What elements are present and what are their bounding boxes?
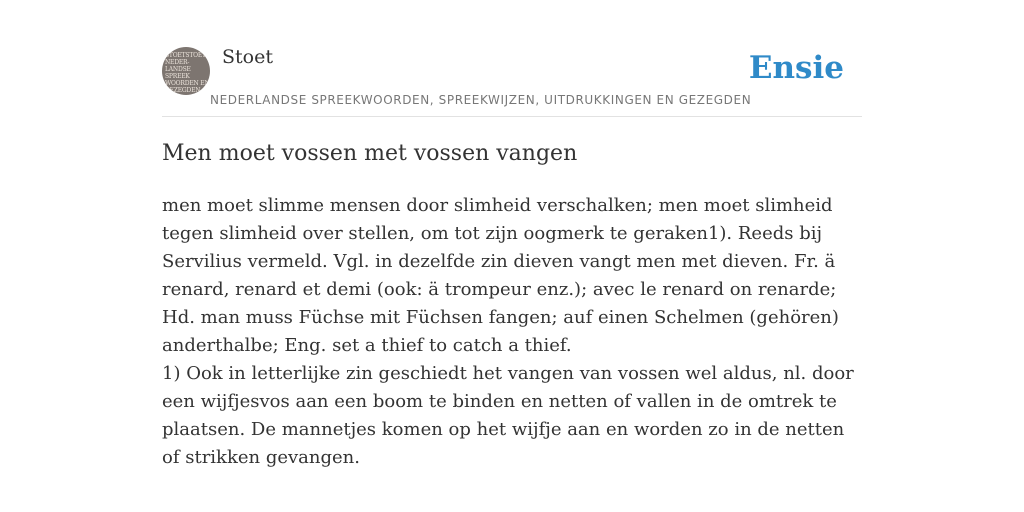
author-subtitle: NEDERLANDSE SPREEKWOORDEN, SPREEKWIJZEN, UITDRUKKINGEN EN GEZEGDEN bbox=[210, 93, 752, 107]
article-paragraph: men moet slimme mensen door slimheid verschalken; men moet slimheid tegen slimheid over stellen, om tot zijn oogmerk te geraken1). Reeds bij Servilius vermeld. Vgl. in dezelfde zin dieven vangt men met dieven. Fr. ä renard, renard et demi (ook: ä trompeur enz.); avec le renard on renarde; Hd. man muss Füchse mit Füchsen fangen; auf einen Schelmen (gehören) anderthalbe; Eng. set a thief to catch a thief. bbox=[162, 195, 839, 356]
author-name[interactable]: Stoet bbox=[222, 46, 273, 68]
author-avatar[interactable] bbox=[162, 47, 210, 95]
header bbox=[162, 40, 862, 117]
article-body bbox=[162, 192, 862, 472]
page-title: Men moet vossen met vossen vangen bbox=[162, 141, 578, 166]
avatar-label: STOETSTOET NEDER- LANDSE SPREEK WOORDEN EN GEZEGDEN bbox=[165, 52, 210, 94]
brand-logo[interactable]: Ensie bbox=[748, 50, 844, 86]
article-footnote: 1) Ook in letterlijke zin geschiedt het vangen van vossen wel aldus, nl. door een wijfjesvos aan een boom te binden en netten of vallen in de omtrek te plaatsen. De mannetjes komen op het wijfje aan en worden zo in de netten of strikken gevangen. bbox=[162, 363, 854, 468]
